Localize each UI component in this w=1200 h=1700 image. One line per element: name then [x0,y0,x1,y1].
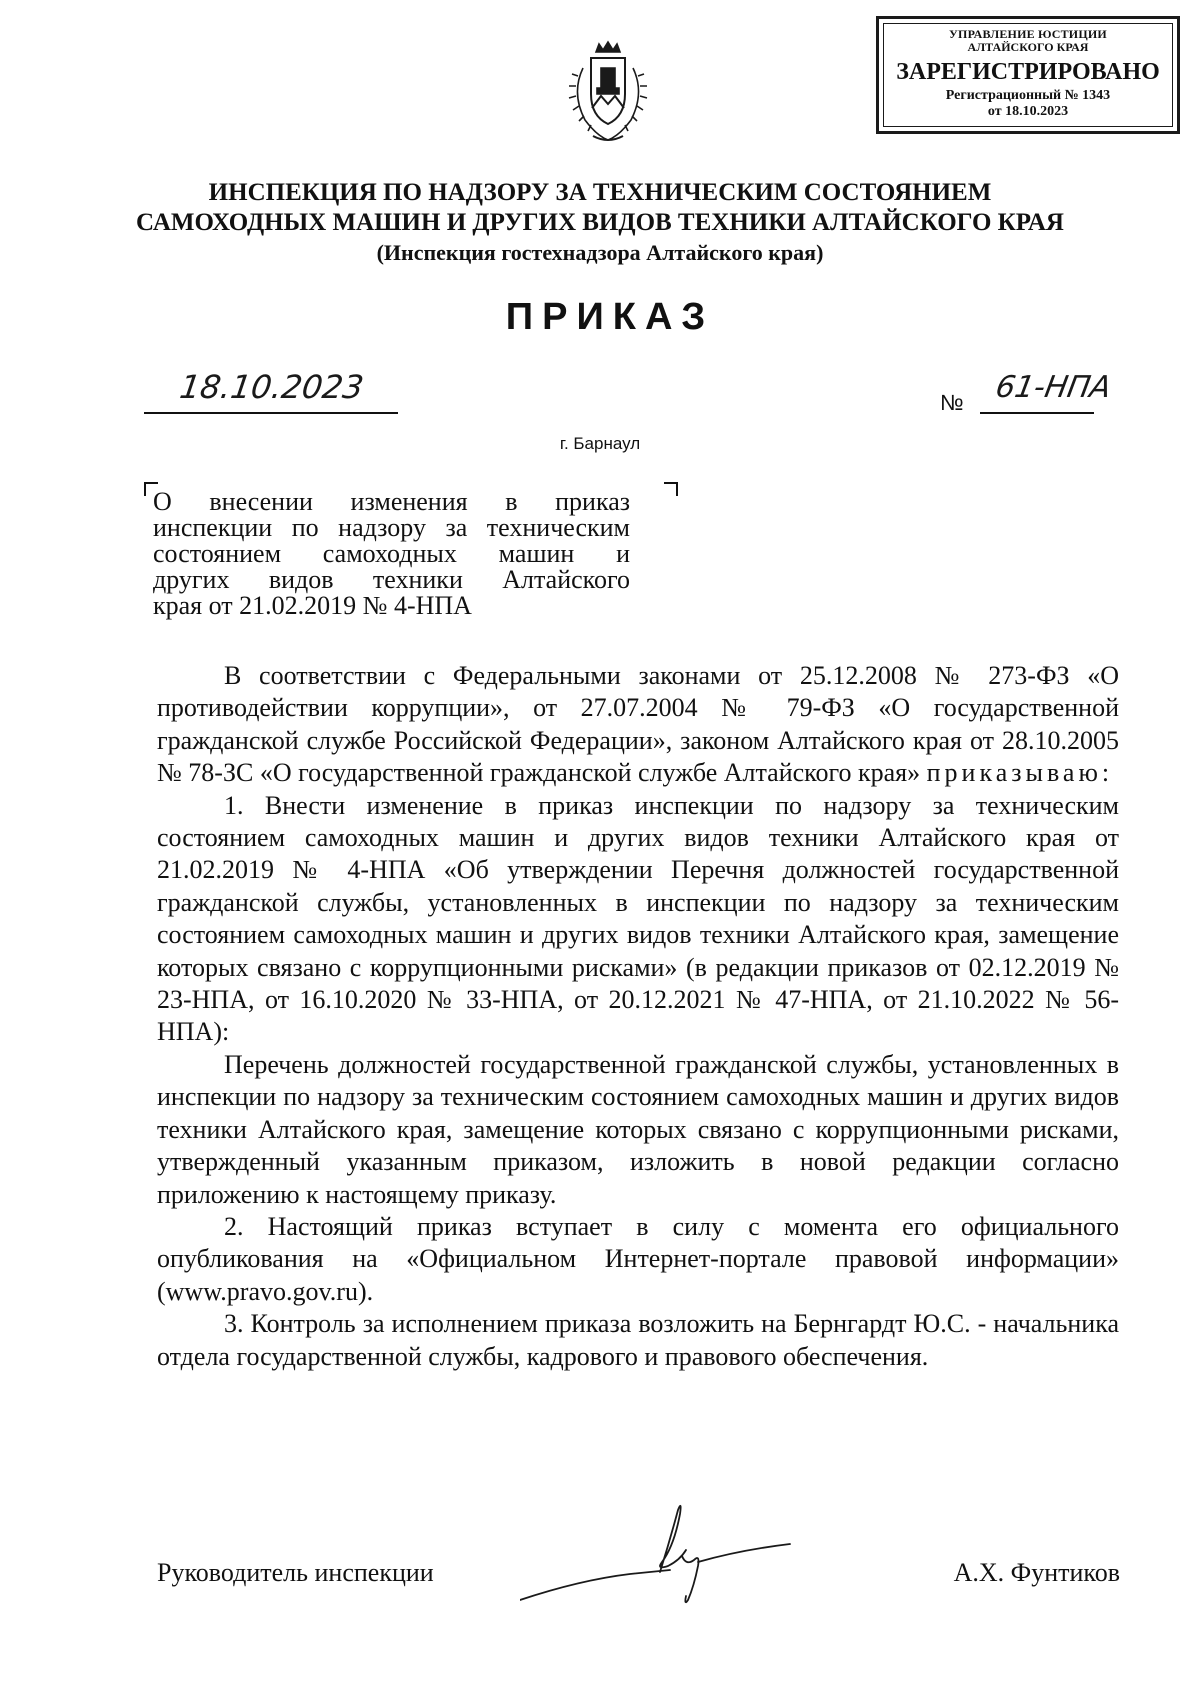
stamp-reg-number: Регистрационный № 1343 [945,88,1111,103]
clause-1-paragraph: 1. Внести изменение в приказ инспекции по надзору за техническим состоянием самоходных машин и других видов техники Алтайского края от 21.02.2019 № 4-НПА «Об утверждении Перечня должностей государственной гражданской службы, установленных в инспекции по надзору за техническим состоянием самоходных машин и других видов техники Алтайского края, замещение которых связано с коррупционными рисками» (в редакции приказов от 02.12.2019 № 23-НПА, от 16.10.2020 № 33-НПА, от 20.12.2021 № 47-НПА, от 21.10.2022 № 56-НПА): [157,790,1119,1047]
stamp-authority-line2: АЛТАЙСКОГО КРАЯ [967,40,1089,54]
subject-corner-right [664,482,678,496]
document-type-title: ПРИКАЗ [505,296,715,338]
handwritten-number: 61-НПА [992,370,1114,405]
clause-3-paragraph: 3. Контроль за исполнением приказа возложить на Бернгардт Ю.С. - начальника отдела государственной службы, кадрового и правового обеспечения. [157,1309,1119,1371]
org-name-line2: САМОХОДНЫХ МАШИН И ДРУГИХ ВИДОВ ТЕХНИКИ АЛТАЙСКОГО КРАЯ [136,209,1064,236]
city: г. Барнаул [559,434,641,453]
subject-block [153,489,630,619]
handwritten-date: 18.10.2023 [177,368,366,406]
stamp-status: ЗАРЕГИСТРИРОВАНО [896,59,1160,85]
registration-stamp [876,16,1180,134]
signer-position: Руководитель инспекции [157,1558,434,1587]
stamp-reg-date: от 18.10.2023 [987,104,1069,119]
subject-line: края от 21.02.2019 № 4-НПА [153,591,472,620]
document-body [157,660,1119,1373]
subject-line: О внесении изменения в приказ [153,487,630,516]
number-underline [980,412,1094,414]
preamble-paragraph [157,660,1119,790]
number-sign: № [940,390,964,415]
order-word: приказываю: [926,758,1114,788]
date-underline [144,412,398,414]
clause-2-paragraph: 2. Настоящий приказ вступает в силу с момента его официального опубликования на «Официальном Интернет-портале правовой информации» (www.pravo.gov.ru). [157,1211,1119,1306]
signer-name: А.Х. Фунтиков [953,1558,1120,1587]
clause-1-detail-paragraph: Перечень должностей государственной гражданской службы, установленных в инспекции по надзору за техническим состоянием самоходных машин и других видов техники Алтайского края, замещение которых связано с коррупционными рисками, утвержденный указанным приказом, изложить в новой редакции согласно приложению к настоящему приказу. [157,1049,1119,1209]
org-name-line1: ИНСПЕКЦИЯ ПО НАДЗОРУ ЗА ТЕХНИЧЕСКИМ СОСТОЯНИЕМ [208,179,992,206]
stamp-authority-line1: УПРАВЛЕНИЕ ЮСТИЦИИ [949,27,1107,41]
handwritten-signature-icon [520,1500,800,1610]
subject-line: состоянием самоходных машин и [153,539,630,568]
preamble-text: В соответствии с Федеральными законами от 25.12.2008 № 273-ФЗ «О противодействии коррупции», от 27.07.2004 № 79-ФЗ «О государственной гражданской службе Российской Федерации», законом Алтайского края от 28.10.2005 № 78-ЗС «О государственной гражданской службе Алтайского края» [157,661,1119,788]
subject-line: других видов техники Алтайского [153,565,630,594]
coat-of-arms-icon [563,38,653,148]
org-short-name: (Инспекция гостехнадзора Алтайского края) [376,240,824,265]
subject-line: инспекции по надзору за техническим [153,513,630,542]
